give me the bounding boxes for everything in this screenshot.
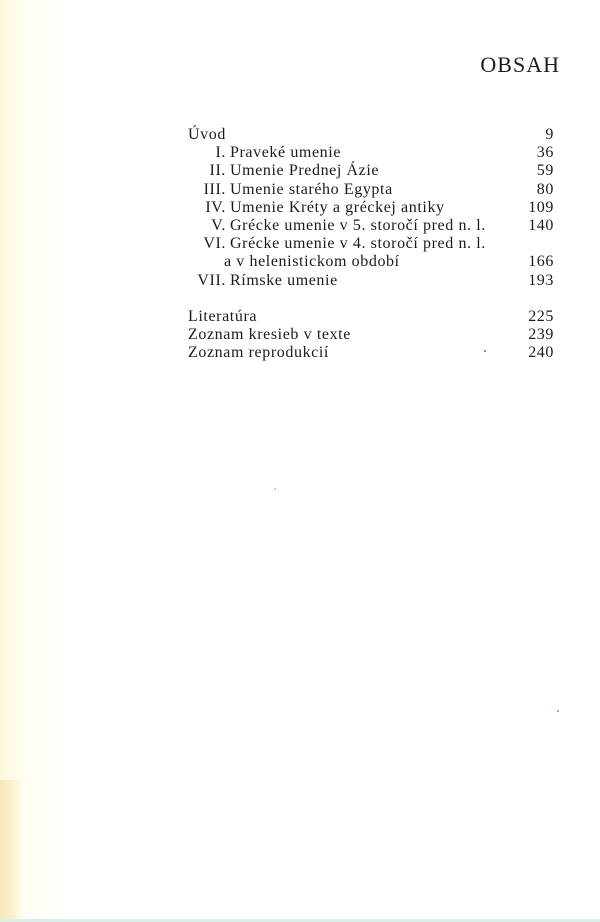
- toc-entry: [188, 217, 554, 235]
- appendix-title: Literatúra: [188, 307, 258, 325]
- appendix-page: 240: [528, 344, 554, 362]
- toc-entry-intro: [188, 126, 554, 144]
- toc-entry-page: 140: [528, 216, 554, 234]
- paper-speck: [484, 350, 486, 352]
- toc-entry: [188, 181, 554, 199]
- chapter-number: VI.: [203, 235, 226, 253]
- toc-entry-title: Úvod: [188, 126, 226, 143]
- appendix-page: 239: [528, 325, 554, 343]
- toc-entry-page: 9: [545, 126, 554, 143]
- toc-entry-title: Grécke umenie v 5. storočí pred n. l.: [230, 216, 486, 234]
- appendix-entry: [188, 308, 554, 326]
- toc-entry-page: 80: [536, 180, 554, 198]
- section-gap: [188, 290, 554, 308]
- paper-speck: [557, 710, 559, 712]
- appendix-entry: [188, 344, 554, 362]
- chapter-number: I.: [215, 144, 226, 162]
- toc-entry-page: 36: [536, 144, 554, 162]
- toc-entry-title: Umenie Kréty a gréckej antiky: [230, 198, 445, 216]
- paper-speck: [274, 488, 276, 490]
- toc-entry-title: a v helenistickom období: [224, 253, 400, 271]
- chapter-number: III.: [203, 180, 226, 198]
- toc-entry: [188, 235, 554, 253]
- toc-entry: [188, 199, 554, 217]
- toc-entry: [188, 162, 554, 180]
- toc-entry-page: 193: [528, 271, 554, 289]
- toc-entry-title: Grécke umenie v 4. storočí pred n. l.: [230, 235, 486, 253]
- page-edge-shadow: [0, 780, 22, 920]
- chapter-number: V.: [211, 216, 226, 234]
- toc-entry-page: 166: [528, 253, 554, 271]
- table-of-contents: [188, 126, 554, 362]
- toc-entry-page: 59: [536, 162, 554, 180]
- toc-entry-page: 109: [528, 198, 554, 216]
- toc-entry-title: Rímske umenie: [230, 271, 338, 289]
- toc-entry-title: Praveké umenie: [230, 144, 342, 162]
- chapter-number: II.: [209, 162, 226, 180]
- page-title: OBSAH: [480, 52, 560, 77]
- toc-entry: [188, 144, 554, 162]
- appendix-page: 225: [528, 307, 554, 325]
- toc-entry-page: [494, 235, 554, 253]
- appendix-title: Zoznam kresieb v texte: [188, 325, 351, 343]
- chapter-number: IV.: [205, 198, 226, 216]
- appendix-entry: [188, 326, 554, 344]
- toc-entry: [188, 272, 554, 290]
- toc-entry-continuation: [188, 253, 554, 271]
- toc-entry-title: Umenie Prednej Ázie: [230, 162, 380, 180]
- appendix-title: Zoznam reprodukcií: [188, 344, 329, 362]
- chapter-number: VII.: [197, 271, 226, 289]
- toc-entry-title: Umenie starého Egypta: [230, 180, 393, 198]
